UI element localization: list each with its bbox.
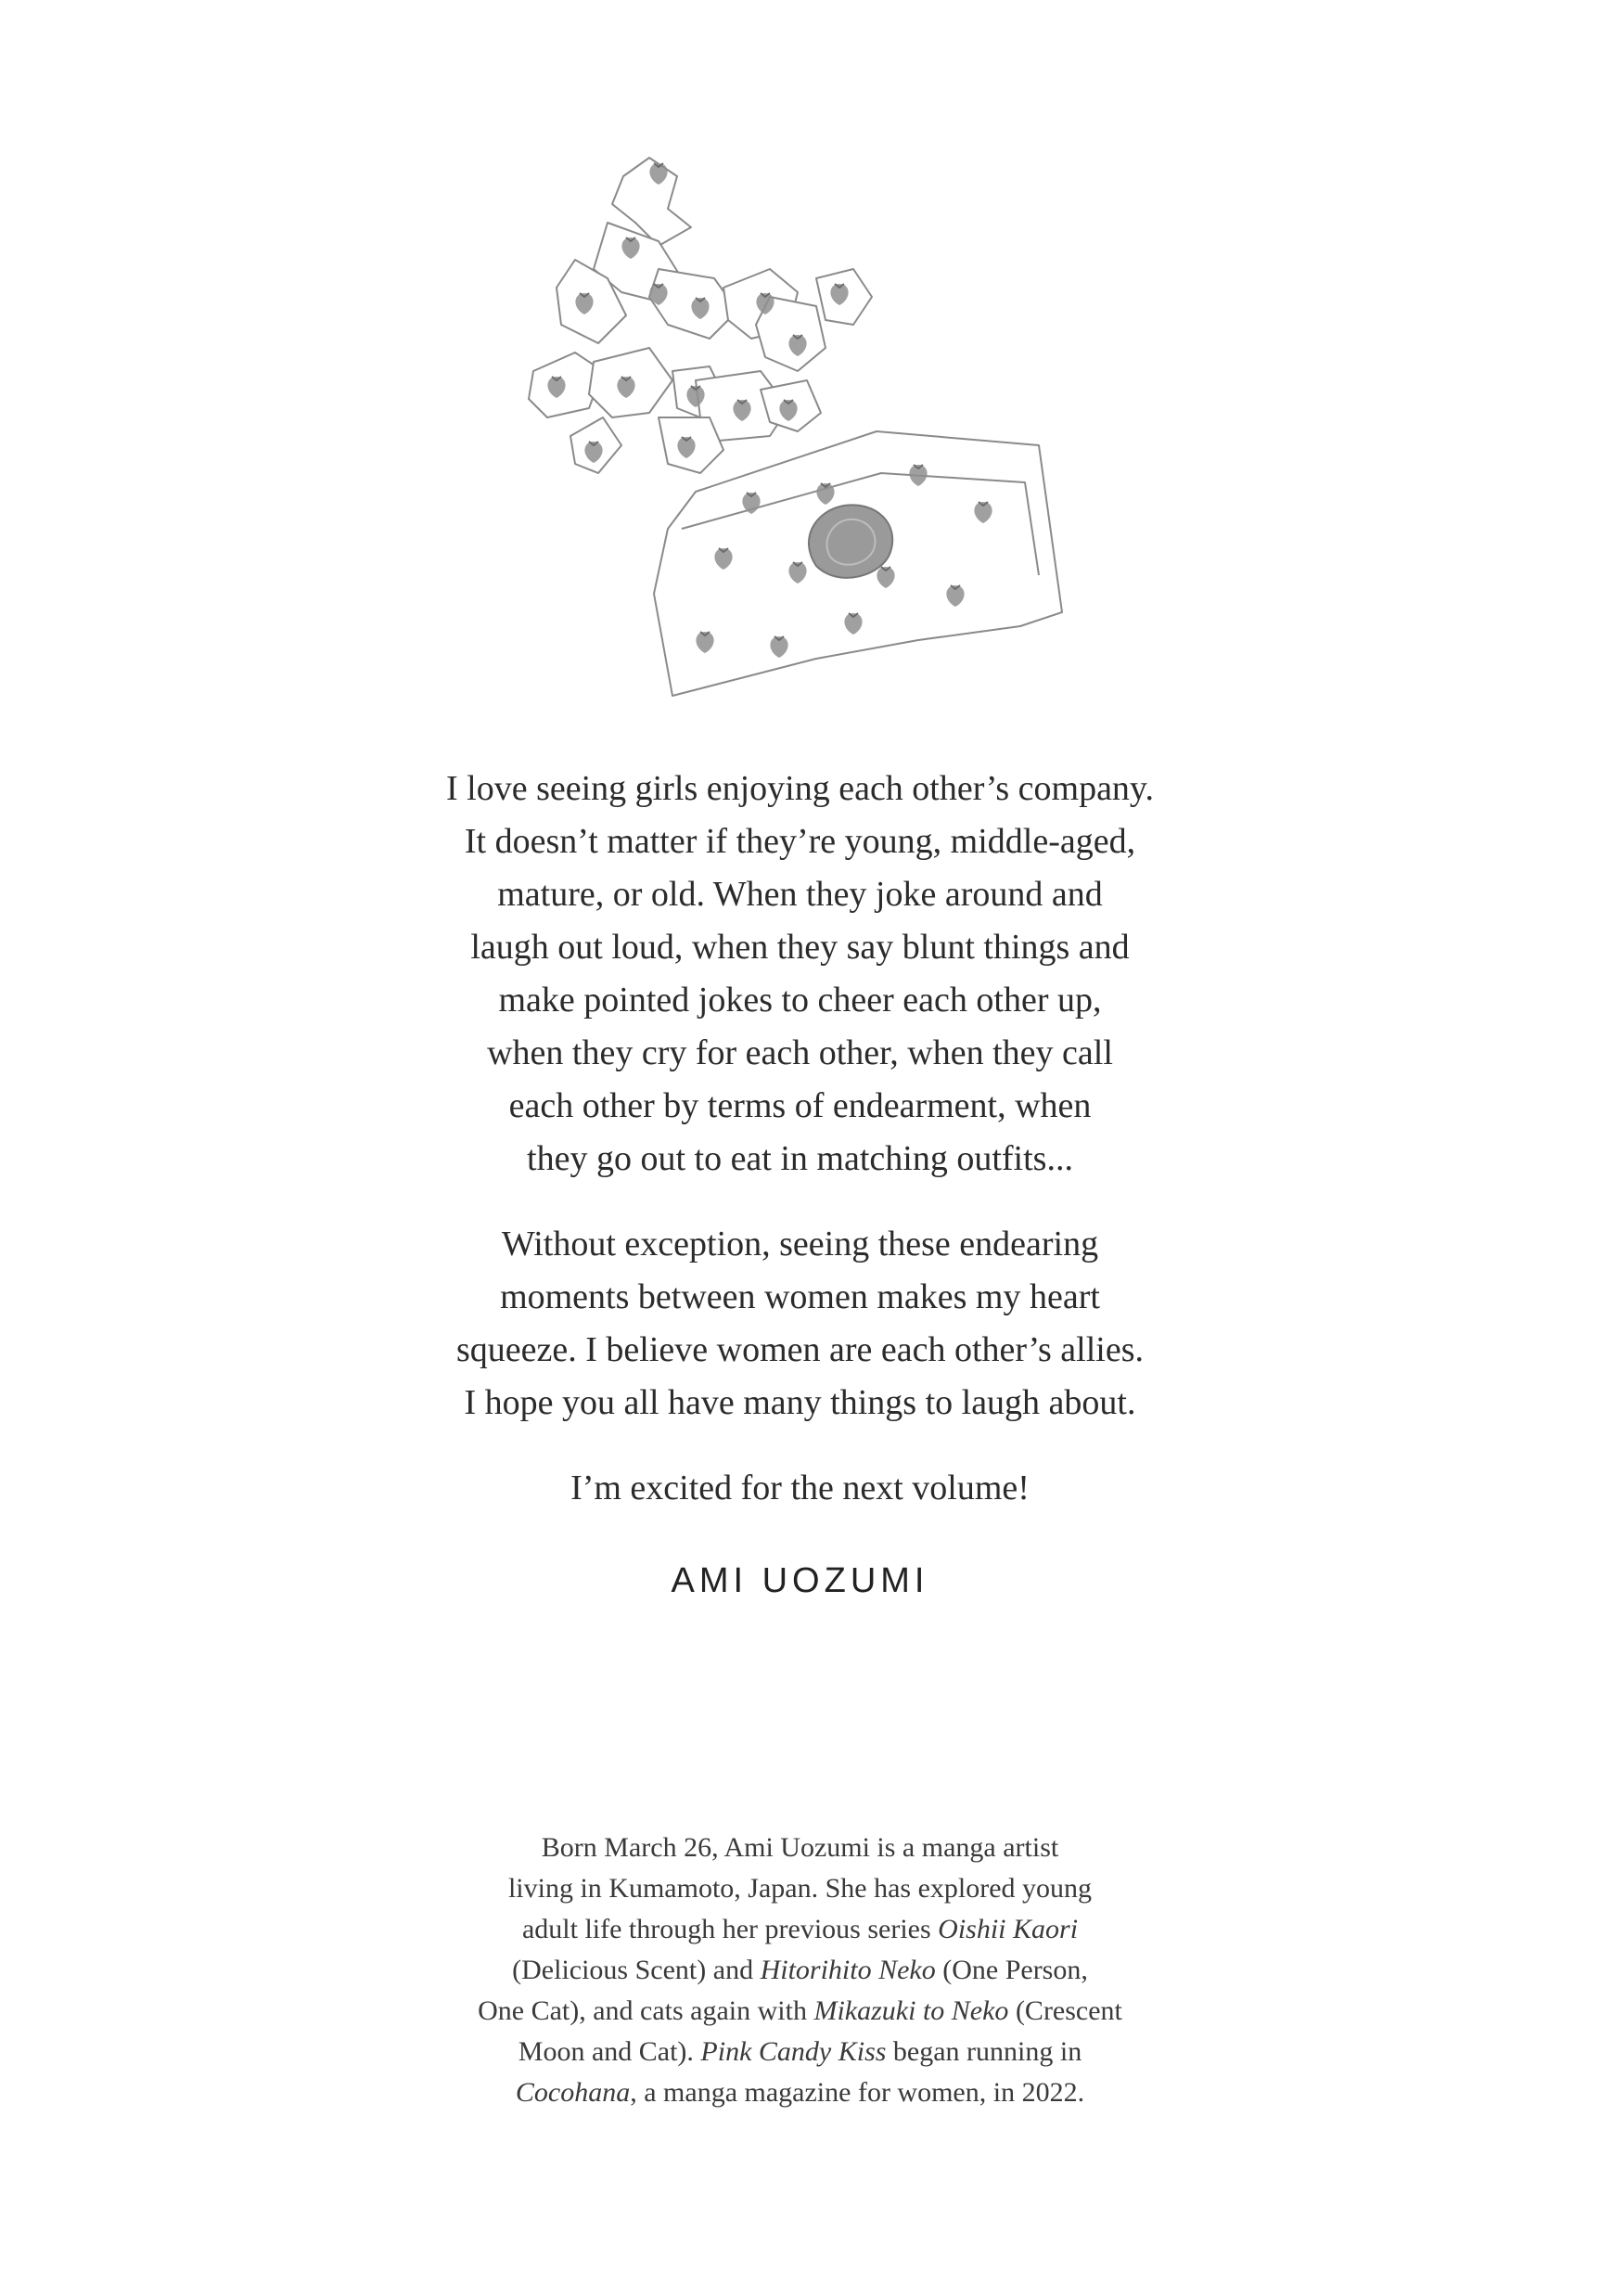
text-line: mature, or old. When they joke around and	[497, 875, 1103, 914]
text-line: each other by terms of endearment, when	[508, 1086, 1092, 1125]
text-line: they go out to eat in matching outfits...	[527, 1139, 1073, 1178]
bio-text: (Crescent	[1008, 1995, 1122, 2026]
bio-text: began running in	[886, 2036, 1082, 2067]
bio-text: (Delicious Scent) and	[512, 1955, 761, 1985]
text-line: squeeze. I believe women are each other’s allies.	[456, 1330, 1144, 1369]
author-signature: AMI UOZUMI	[671, 1561, 929, 1600]
text-line: I’m excited for the next volume!	[570, 1469, 1030, 1507]
paragraph-3	[278, 1462, 1322, 1515]
magazine-title: Cocohana	[515, 2077, 631, 2108]
text-line: make pointed jokes to cheer each other up,	[498, 981, 1102, 1020]
series-title: Mikazuki to Neko	[813, 1995, 1009, 2026]
series-title: Hitorihito Neko	[760, 1955, 936, 1985]
bio-line	[334, 2032, 1266, 2072]
bio-line: living in Kumamoto, Japan. She has explored young	[507, 1873, 1093, 1904]
text-line: I hope you all have many things to laugh about.	[464, 1383, 1136, 1422]
bio-line: Born March 26, Ami Uozumi is a manga artist	[541, 1832, 1059, 1863]
text-line: when they cry for each other, when they call	[487, 1033, 1113, 1072]
bio-text: One Cat), and cats again with	[478, 1995, 814, 2026]
series-title: Pink Candy Kiss	[700, 2036, 887, 2067]
series-title: Oishii Kaori	[938, 1914, 1079, 1944]
bio-text: (One Person,	[935, 1955, 1088, 1985]
bio-text: , a manga magazine for women, in 2022.	[630, 2077, 1085, 2108]
author-bio	[334, 1828, 1266, 2113]
paragraph-2	[278, 1218, 1322, 1430]
text-line: laugh out loud, when they say blunt things and	[470, 928, 1130, 967]
text-line: It doesn’t matter if they’re young, middle-aged,	[464, 822, 1136, 861]
paragraph-1	[278, 763, 1322, 1186]
bio-line	[334, 2072, 1266, 2113]
bio-text: Moon and Cat).	[518, 2036, 701, 2067]
strawberry-candy-wrappers-illustration	[519, 139, 1113, 733]
text-line: Without exception, seeing these endearing	[501, 1225, 1099, 1263]
afterword-message	[278, 763, 1322, 1547]
bio-line	[334, 1991, 1266, 2032]
bio-line	[334, 1909, 1266, 1950]
text-line: moments between women makes my heart	[500, 1277, 1100, 1316]
text-line: I love seeing girls enjoying each other’s company.	[446, 769, 1154, 808]
bio-text: adult life through her previous series	[521, 1914, 939, 1944]
bio-line	[334, 1950, 1266, 1991]
